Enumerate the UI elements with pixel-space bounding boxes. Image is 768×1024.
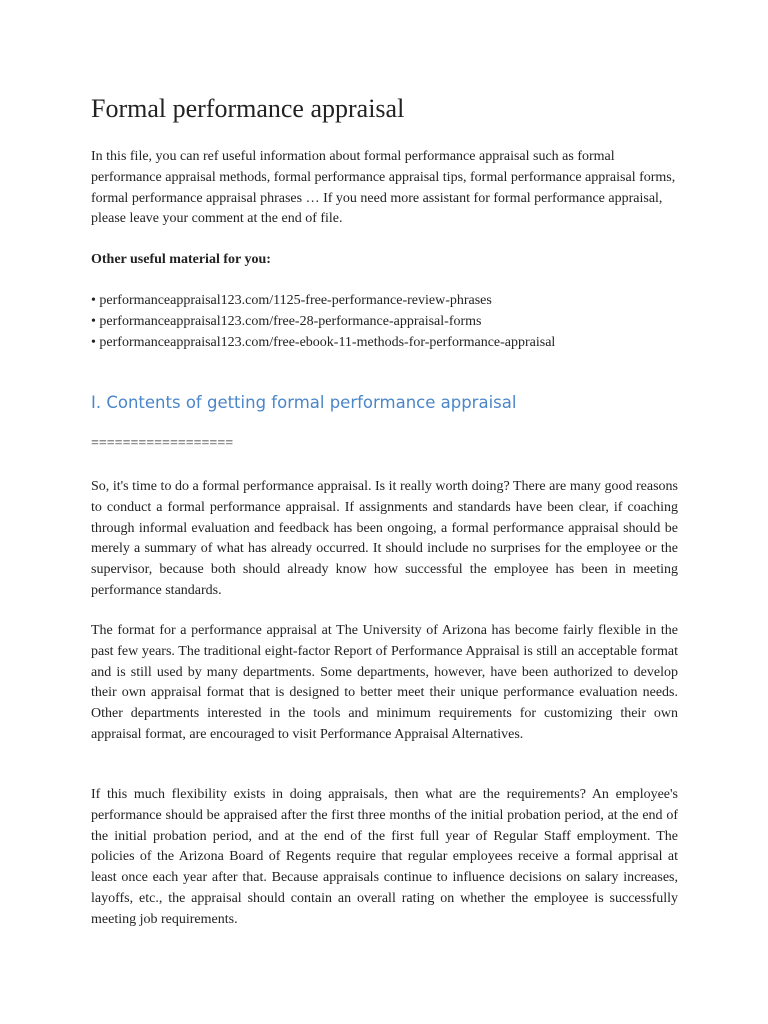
body-paragraph-1: So, it's time to do a formal performance appraisal. Is it really worth doing? There are many good reasons to conduct a formal performance appraisal. If assignments and standards have been clear, if coaching through informal evaluation and feedback has been ongoing, a formal performance appraisal should be merely a summary of what has already occurred. It should include no surprises for the employee or the supervisor, because both should already know how successful the employee has been in meeting performance standards.	[91, 479, 678, 598]
body-paragraph-3: If this much flexibility exists in doing appraisals, then what are the requirements? An employee's performance should be appraised after the first three months of the initial probation period, at the end of the initial probation period, and at the end of the first full year of Regular Staff employment. The policies of the Arizona Board of Regents require that regular employees receive a formal apprisal at least once each year after that. Because appraisals continue to influence decisions on salary increases, layoffs, etc., the appraisal should contain an overall rating on whether the employee is successfully meeting job requirements.	[91, 787, 678, 927]
link-item[interactable]	[91, 290, 555, 311]
link-performance-review-phrases[interactable]: • performanceappraisal123.com/1125-free-performance-review-phrases	[91, 293, 492, 308]
intro-paragraph: In this file, you can ref useful information about formal performance appraisal such as formal performance appraisal methods, formal performance appraisal tips, formal performance appraisal forms, formal performance appraisal phrases … If you need more assistant for formal performance appraisal, please leave your comment at the end of file.	[91, 149, 676, 227]
link-ebook-methods[interactable]: • performanceappraisal123.com/free-ebook-11-methods-for-performance-appraisal	[91, 335, 556, 350]
other-material-heading: Other useful material for you:	[91, 252, 271, 267]
useful-links-list	[91, 290, 555, 353]
document-title: Formal performance appraisal	[91, 94, 405, 123]
body-paragraph-2: The format for a performance appraisal at The University of Arizona has become fairly flexible in the past few years. The traditional eight-factor Report of Performance Appraisal is still an acceptable format and is still used by many departments. Some departments, however, have been authorized to develop their own appraisal format that is designed to better meet their unique performance evaluation needs. Other departments interested in the tools and minimum requirements for customizing their own appraisal format, are encouraged to visit Performance Appraisal Alternatives.	[91, 623, 678, 742]
link-item[interactable]	[91, 311, 555, 332]
separator-line: ==================	[91, 436, 234, 451]
link-appraisal-forms[interactable]: • performanceappraisal123.com/free-28-performance-appraisal-forms	[91, 314, 482, 329]
section-heading: I. Contents of getting formal performance appraisal	[91, 393, 517, 412]
link-item[interactable]	[91, 332, 555, 353]
